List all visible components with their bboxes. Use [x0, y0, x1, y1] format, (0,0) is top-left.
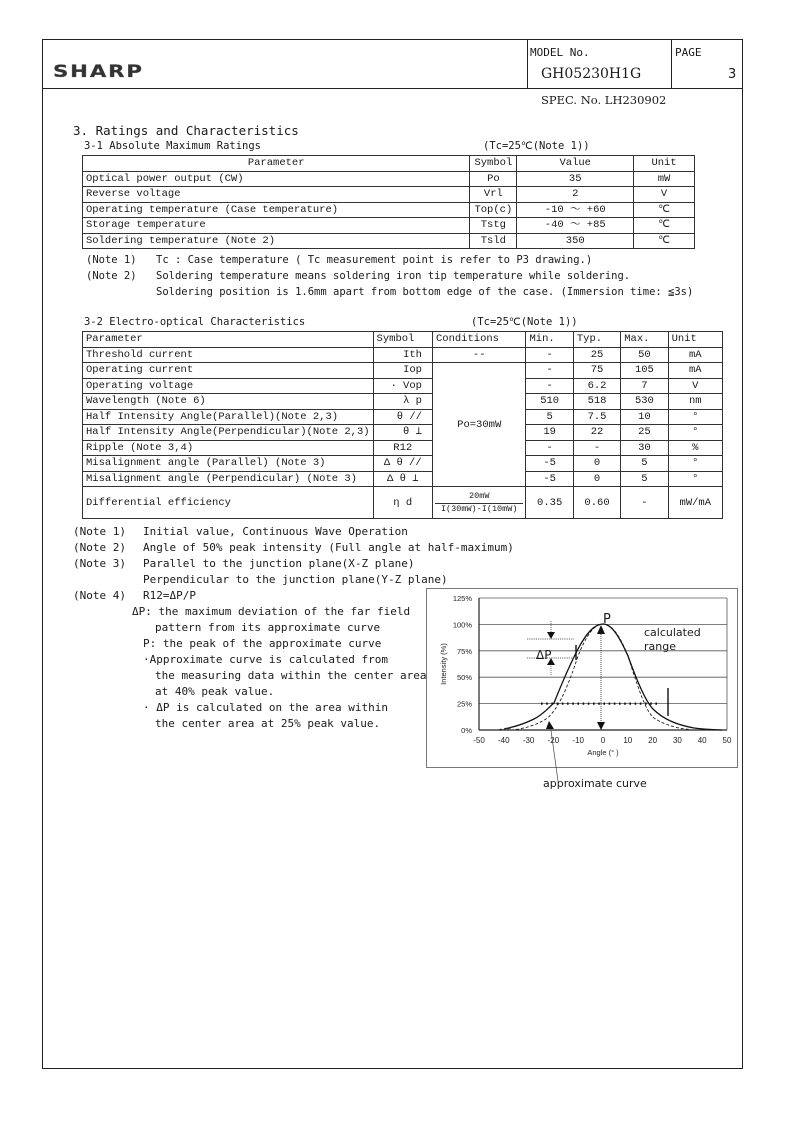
min-cell: - — [526, 378, 573, 394]
table-row — [83, 202, 695, 218]
unit-cell: ℃ — [634, 218, 695, 234]
eo-condition: (Tc=25℃(Note 1)) — [471, 316, 578, 328]
symbol-cell: λ p — [373, 394, 432, 410]
abs-max-title: 3-1 Absolute Maximum Ratings — [84, 140, 262, 152]
param-cell: Optical power output (CW) — [83, 171, 470, 187]
delta-p-label: ΔP — [536, 648, 552, 662]
param-cell: Misalignment angle (Parallel) (Note 3) — [83, 456, 374, 472]
note — [73, 524, 514, 540]
table-row — [83, 233, 695, 249]
note4-line: at 40% peak value. — [155, 685, 275, 698]
param-cell: Differential efficiency — [83, 487, 374, 519]
table-header-row — [83, 332, 723, 348]
symbol-cell: · Vop — [373, 378, 432, 394]
svg-text:40: 40 — [697, 736, 707, 745]
symbol-cell: Tstg — [470, 218, 517, 234]
col-header: Conditions — [432, 332, 526, 348]
header-divider — [42, 88, 743, 89]
max-cell: 530 — [621, 394, 668, 410]
far-field-chart — [426, 588, 746, 798]
note-label: (Note 4) — [73, 589, 126, 602]
note4-line: ·Approximate curve is calculated from — [143, 653, 389, 666]
shared-conditions-cell: Po=30mW — [432, 363, 526, 487]
note-label: (Note 3) — [73, 557, 126, 570]
model-label: MODEL No. — [530, 46, 590, 59]
svg-text:25%: 25% — [456, 699, 472, 709]
typ-cell: 22 — [573, 425, 620, 441]
note-label: (Note 2) — [86, 270, 137, 282]
note4-line: the center area at 25% peak value. — [155, 717, 381, 730]
header-col-divider — [527, 39, 528, 88]
min-cell: 510 — [526, 394, 573, 410]
unit-cell: mW/mA — [668, 487, 722, 519]
svg-text:20: 20 — [648, 736, 658, 745]
y-axis-ticks — [453, 594, 473, 735]
col-header: Unit — [668, 332, 722, 348]
unit-cell: ° — [668, 471, 722, 487]
svg-text:50%: 50% — [456, 673, 472, 683]
value-cell: 2 — [517, 187, 634, 203]
note4-line: ΔP: the maximum deviation of the far field — [132, 605, 411, 618]
table-row — [83, 187, 695, 203]
note-label: (Note 2) — [73, 541, 126, 554]
col-header: Symbol — [373, 332, 432, 348]
calculated-range-label-2: range — [644, 640, 676, 653]
unit-cell: ℃ — [634, 233, 695, 249]
max-cell: 10 — [621, 409, 668, 425]
note — [73, 572, 514, 588]
approx-curve-pointer-line — [547, 723, 560, 781]
y-axis-label: Intensity (%) — [439, 643, 448, 685]
max-cell: 50 — [621, 347, 668, 363]
unit-cell: ° — [668, 456, 722, 472]
svg-text:100%: 100% — [452, 620, 472, 630]
min-cell: 5 — [526, 409, 573, 425]
symbol-cell: Ith — [373, 347, 432, 363]
note4-details — [132, 604, 427, 732]
svg-text:30: 30 — [672, 736, 682, 745]
param-cell: Operating voltage — [83, 378, 374, 394]
table-row — [83, 171, 695, 187]
abs-max-table — [82, 155, 695, 249]
unit-cell: ° — [668, 425, 722, 441]
model-value: GH05230H1G — [541, 66, 642, 82]
max-cell: 7 — [621, 378, 668, 394]
note — [73, 540, 514, 556]
unit-cell: ° — [668, 409, 722, 425]
svg-text:10: 10 — [623, 736, 633, 745]
param-cell: Storage temperature — [83, 218, 470, 234]
symbol-cell: Po — [470, 171, 517, 187]
typ-cell: 0 — [573, 456, 620, 472]
value-cell: -10 〜 +60 — [517, 202, 634, 218]
fraction-denominator: I(30mW)-I(10mW) — [440, 503, 518, 514]
max-cell: 30 — [621, 440, 668, 456]
x-axis-ticks — [473, 736, 732, 745]
unit-cell: V — [668, 378, 722, 394]
col-header: Parameter — [83, 156, 470, 172]
typ-cell: 25 — [573, 347, 620, 363]
note — [73, 556, 514, 572]
svg-text:75%: 75% — [456, 646, 472, 656]
note-label: (Note 1) — [86, 254, 137, 266]
section-title: 3. Ratings and Characteristics — [73, 123, 299, 138]
max-cell: 5 — [621, 456, 668, 472]
table-row — [83, 409, 723, 425]
svg-text:-40: -40 — [498, 736, 510, 745]
col-header: Unit — [634, 156, 695, 172]
svg-text:0: 0 — [600, 736, 606, 745]
spec-number: SPEC. No. LH230902 — [541, 93, 667, 107]
symbol-cell: Vrl — [470, 187, 517, 203]
peak-arrow-down — [597, 722, 605, 730]
note4-line: pattern from its approximate curve — [155, 621, 381, 634]
table-row — [83, 347, 723, 363]
unit-cell: mA — [668, 347, 722, 363]
col-header: Typ. — [573, 332, 620, 348]
note — [86, 284, 693, 300]
param-cell: Operating temperature (Case temperature) — [83, 202, 470, 218]
value-cell: -40 〜 +85 — [517, 218, 634, 234]
unit-cell: nm — [668, 394, 722, 410]
delta-p-arrow-down — [547, 632, 555, 639]
typ-cell: 6.2 — [573, 378, 620, 394]
table-row — [83, 425, 723, 441]
symbol-cell: Iop — [373, 363, 432, 379]
col-header: Max. — [621, 332, 668, 348]
svg-text:-50: -50 — [473, 736, 485, 745]
unit-cell: mW — [634, 171, 695, 187]
max-cell: - — [621, 487, 668, 519]
unit-cell: ℃ — [634, 202, 695, 218]
value-cell: 350 — [517, 233, 634, 249]
note4-line: · ΔP is calculated on the area within — [143, 701, 389, 714]
param-cell: Wavelength (Note 6) — [83, 394, 374, 410]
note-text: Tc : Case temperature ( Tc measurement point is refer to P3 drawing.) — [156, 254, 593, 266]
table-header-row — [83, 156, 695, 172]
header-col-divider — [671, 39, 672, 88]
max-cell: 5 — [621, 471, 668, 487]
peak-label: P — [603, 612, 611, 627]
table-row — [83, 394, 723, 410]
table-row — [83, 378, 723, 394]
approximate-curve-label: approximate curve — [543, 777, 647, 790]
typ-cell: 75 — [573, 363, 620, 379]
symbol-cell: Δ θ ⊥ — [373, 471, 432, 487]
min-cell: -5 — [526, 456, 573, 472]
table-row — [83, 456, 723, 472]
abs-max-condition: (Tc=25℃(Note 1)) — [483, 140, 590, 152]
symbol-cell: η d — [373, 487, 432, 519]
note-text: Soldering position is 1.6mm apart from bottom edge of the case. (Immersion time: ≦3s) — [156, 286, 694, 298]
note-text: Initial value, Continuous Wave Operation — [143, 525, 408, 538]
note-text: Parallel to the junction plane(X-Z plane) — [143, 557, 415, 570]
table-row — [83, 471, 723, 487]
symbol-cell: Top(c) — [470, 202, 517, 218]
col-header: Value — [517, 156, 634, 172]
note-label: (Note 1) — [73, 525, 126, 538]
min-cell: 0.35 — [526, 487, 573, 519]
param-cell: Misalignment angle (Perpendicular) (Note 3) — [83, 471, 374, 487]
sharp-logo: SHARP — [53, 62, 144, 82]
min-cell: 19 — [526, 425, 573, 441]
param-cell: Reverse voltage — [83, 187, 470, 203]
param-cell: Half Intensity Angle(Perpendicular)(Note 2,3) — [83, 425, 374, 441]
typ-cell: - — [573, 440, 620, 456]
col-header: Symbol — [470, 156, 517, 172]
max-cell: 25 — [621, 425, 668, 441]
typ-cell: 518 — [573, 394, 620, 410]
typ-cell: 7.5 — [573, 409, 620, 425]
min-cell: - — [526, 347, 573, 363]
note — [86, 268, 693, 284]
table-row — [83, 440, 723, 456]
svg-text:125%: 125% — [452, 594, 472, 603]
note-text: Angle of 50% peak intensity (Full angle at half-maximum) — [143, 541, 514, 554]
symbol-cell: θ ⊥ — [373, 425, 432, 441]
symbol-cell: R12 — [373, 440, 432, 456]
param-cell: Threshold current — [83, 347, 374, 363]
eo-table — [82, 331, 723, 519]
eo-title: 3-2 Electro-optical Characteristics — [84, 316, 306, 328]
param-cell: Ripple (Note 3,4) — [83, 440, 374, 456]
param-cell: Half Intensity Angle(Parallel)(Note 2,3) — [83, 409, 374, 425]
fraction-numerator: 20mW — [435, 491, 524, 504]
symbol-cell: θ // — [373, 409, 432, 425]
conditions-cell — [432, 487, 526, 519]
table-row — [83, 363, 723, 379]
value-cell: 35 — [517, 171, 634, 187]
max-cell: 105 — [621, 363, 668, 379]
page-label: PAGE — [675, 46, 702, 59]
unit-cell: V — [634, 187, 695, 203]
symbol-cell: Tsld — [470, 233, 517, 249]
svg-text:-10: -10 — [572, 736, 584, 745]
col-header: Min. — [526, 332, 573, 348]
param-cell: Soldering temperature (Note 2) — [83, 233, 470, 249]
table-row — [83, 218, 695, 234]
x-axis-label: Angle (° ) — [587, 748, 619, 757]
svg-text:50: 50 — [722, 736, 732, 745]
note4-line: the measuring data within the center area — [155, 669, 427, 682]
unit-cell: mA — [668, 363, 722, 379]
min-cell: - — [526, 363, 573, 379]
unit-cell: % — [668, 440, 722, 456]
approx-curve-pointer-arrow — [546, 721, 554, 729]
note — [86, 252, 693, 268]
table-row — [83, 487, 723, 519]
svg-text:-20: -20 — [547, 736, 560, 745]
svg-text:0%: 0% — [461, 726, 472, 735]
page-number: 3 — [728, 67, 737, 82]
note4-line: P: the peak of the approximate curve — [143, 637, 382, 650]
note-text: Soldering temperature means soldering iron tip temperature while soldering. — [156, 270, 631, 282]
min-cell: -5 — [526, 471, 573, 487]
calculated-range-label-1: calculated — [644, 626, 701, 639]
note-text: R12=ΔP/P — [143, 589, 196, 602]
abs-max-notes — [86, 252, 693, 300]
min-cell: - — [526, 440, 573, 456]
symbol-cell: Δ θ // — [373, 456, 432, 472]
col-header: Parameter — [83, 332, 374, 348]
conditions-cell: -- — [432, 347, 526, 363]
note-text: Perpendicular to the junction plane(Y-Z plane) — [143, 573, 448, 586]
param-cell: Operating current — [83, 363, 374, 379]
typ-cell: 0 — [573, 471, 620, 487]
typ-cell: 0.60 — [573, 487, 620, 519]
svg-text:-30: -30 — [522, 736, 535, 745]
